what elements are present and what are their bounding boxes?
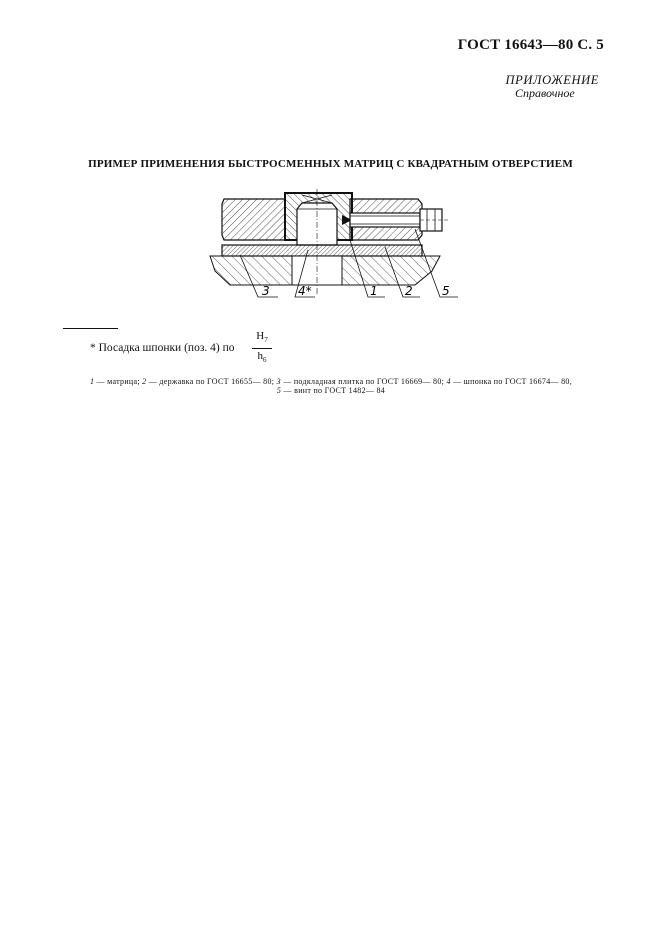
callout-1: 1	[370, 284, 378, 298]
fit-upper: $H_7$	[256, 330, 268, 345]
legend-num-1: 1	[89, 377, 95, 386]
bolster-plate	[222, 245, 422, 256]
callout-4: 4*	[298, 284, 312, 298]
legend-num-4: 4	[446, 377, 451, 386]
legend-text-1: — матрица;	[94, 377, 143, 386]
footnote-rule	[63, 328, 118, 329]
callout-2: 2	[405, 284, 413, 298]
legend-text-2: — державка по ГОСТ 16655— 80;	[146, 377, 277, 386]
screw-body	[350, 213, 420, 227]
legend-num-3: 3	[276, 377, 281, 386]
footnote-text: * Посадка шпонки (поз. 4) по	[90, 342, 235, 354]
parts-legend	[55, 377, 607, 395]
page-title: ПРИМЕР ПРИМЕНЕНИЯ БЫСТРОСМЕННЫХ МАТРИЦ С КВАДРАТНЫМ ОТВЕРСТИЕМ	[88, 158, 573, 170]
appendix-type: Справочное	[515, 86, 575, 100]
appendix-label: ПРИЛОЖЕНИЕ	[505, 73, 599, 87]
legend-num-5: 5	[276, 386, 282, 395]
legend-num-2: 2	[142, 377, 147, 386]
legend-text-5: — винт по ГОСТ 1482— 84	[281, 386, 386, 395]
callout-5: 5	[442, 284, 450, 298]
holder-left-section	[222, 199, 285, 240]
standard-page-header: ГОСТ 16643—80 С. 5	[457, 37, 604, 53]
callout-3: 3	[262, 284, 270, 298]
assembly-drawing	[200, 185, 460, 315]
legend-text-3: — подкладная плитка по ГОСТ 16669— 80;	[280, 377, 447, 386]
legend-text-4: — шпонка по ГОСТ 16674— 80,	[450, 377, 573, 386]
fit-lower: $h_6$	[257, 350, 267, 365]
fit-fraction	[252, 330, 272, 367]
